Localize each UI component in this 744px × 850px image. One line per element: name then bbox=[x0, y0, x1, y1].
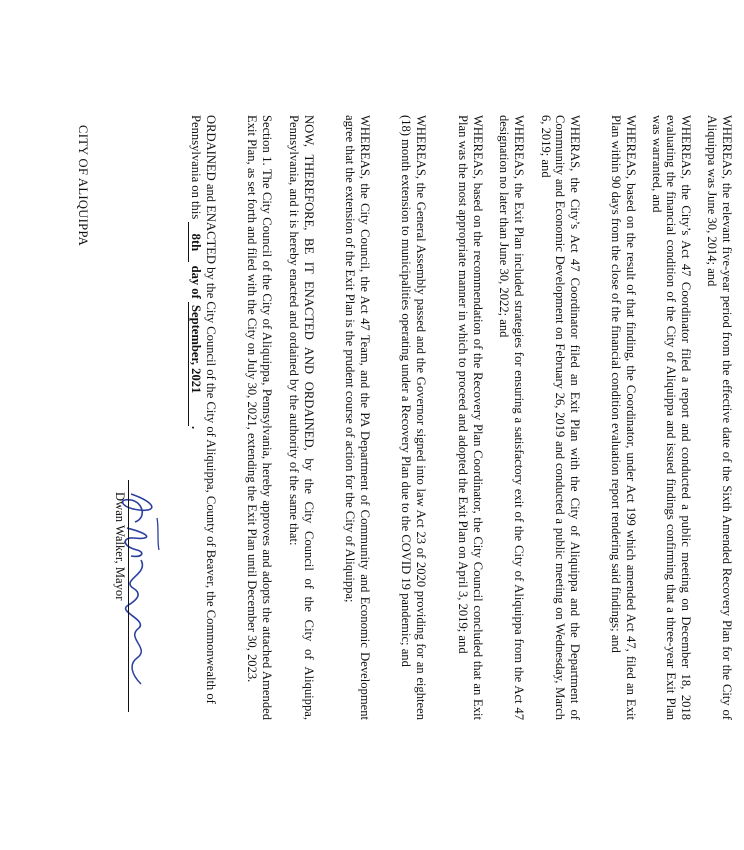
enactment-clause: NOW, THEREFORE, BE IT ENACTED AND ORDAINED, by the City Council of the City of Aliquippa, Pennsylvania, and it is hereby enacted and ordained by the authority of the same that: bbox=[287, 115, 316, 720]
recital-paragraph: WHEREAS, the relevant five-year period from the effective date of the Sixth Amended Recovery Plan for the City of Aliquippa was June 30, 2014; and bbox=[705, 115, 734, 720]
section-1-paragraph: Section 1. The City Council of the City of Aliquippa, Pennsylvania, hereby approves and adopts the attached Amended Exit Plan, as set forth and filed with the City on July 30, 2021, extending the Exit Plan until December 30, 2023. bbox=[245, 115, 274, 720]
signature-line bbox=[128, 480, 129, 712]
recital-paragraph: WHEREAS, the City Council, the Act 47 Team, and the PA Department of Community and Economic Development agree that the extension of the Exit Plan is the prudent course of action for the City of Aliquippa; bbox=[343, 115, 372, 720]
day-field: 8th bbox=[188, 222, 202, 262]
month-year-field: September, 2021 bbox=[188, 302, 202, 426]
ordained-end: . bbox=[189, 425, 204, 430]
recital-paragraph: WHEREAS, based on the recommendation of the Recovery Plan Coordinator, the City Council concluded that an Exit Plan was the most appropriate manner in which to proceed and adopted the Exit Plan on April 3, 2019; and bbox=[456, 115, 485, 720]
day-of-text: day of bbox=[189, 265, 204, 299]
recital-paragraph: WHERAS, the City’s Act 47 Coordinator filed an Exit Plan with the City of Aliquippa and the Department of Community and Economic Development on February 26, 2019 and conducted a public meeting on Wednesday, March 6, 2019; and bbox=[538, 115, 582, 720]
recital-paragraph: WHEREAS, based on the result of that finding, the Coordinator, under Act 199 which amended Act 47, filed an Exit Plan within 90 days from the close of the financial condition evaluation report rendering said findings; and bbox=[609, 115, 638, 720]
recital-paragraph: WHEREAS, the Exit Plan included strategies for ensuring a satisfactory exit of the City of Aliquippa from the Act 47 designation no later than June 30, 2022; and bbox=[497, 115, 526, 720]
signature-block bbox=[101, 480, 161, 720]
signer-name: Dwan Walker, Mayor bbox=[113, 492, 127, 601]
city-label: CITY OF ALIQUIPPA bbox=[76, 125, 90, 247]
ordained-text: ORDAINED and ENACTED by the City Council of the City of Aliquippa, County of Beaver, the Commonwealth of Pennsylvania on this bbox=[189, 115, 218, 704]
recital-paragraph: WHEREAS, the General Assembly passed and the Governor signed into law Act 23 of 2020 providing for an eighteen (18) month extension to municipalities operating under a Recovery Plan due to the COVID 19 pandemic; and bbox=[399, 115, 428, 720]
ordained-paragraph bbox=[188, 115, 218, 720]
recital-paragraph: WHEREAS, the City’s Act 47 Coordinator filed a report and conducted a public meeting on December 18, 2018 evaluating the financial condition of the City of Aliquippa and issued findings confirming that a three-year Exit Plan was warranted, and bbox=[649, 115, 693, 720]
